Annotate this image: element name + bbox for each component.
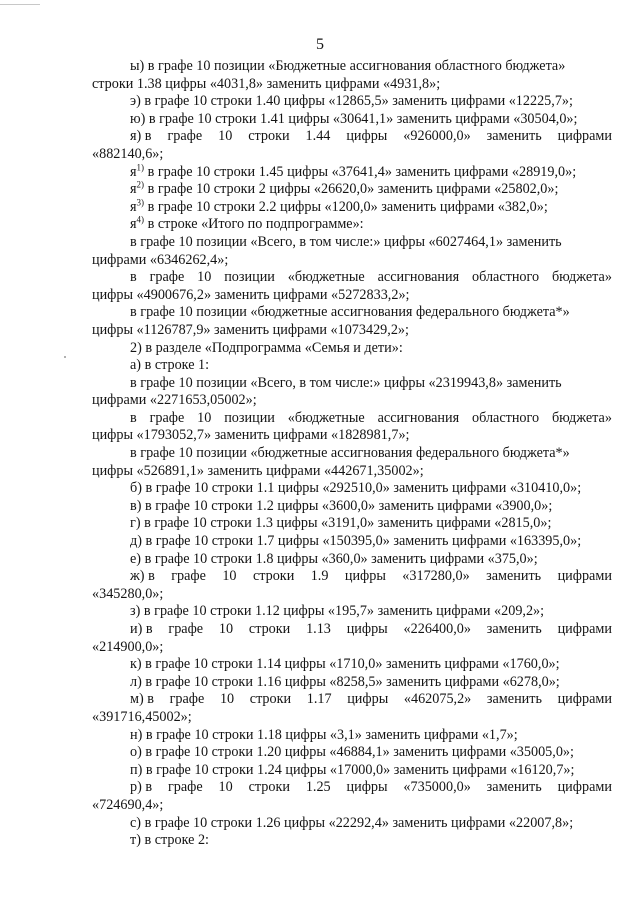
item-letter: я <box>130 181 137 198</box>
document-line: «345280,0»; <box>92 585 164 602</box>
word: «735000,0» <box>403 779 471 796</box>
document-line: «391716,45002»; <box>92 708 192 725</box>
word: ассигнования <box>377 409 460 426</box>
document-line: ы) в графе 10 позиции «Бюджетные ассигнования областного бюджета» <box>130 58 566 74</box>
document-line: б) в графе 10 строки 1.1 цифры «292510,0» заменить цифрами «310410,0»; <box>130 480 582 497</box>
word: цифрами <box>557 621 612 637</box>
word: областного <box>471 269 540 286</box>
corner-scan-mark <box>0 4 40 5</box>
item-superscript: 2) <box>136 179 145 190</box>
word: цифрами <box>557 568 612 585</box>
document-line: цифры «1793052,7» заменить цифрами «1828981,7»; <box>92 427 410 444</box>
word: бюджета» <box>551 409 612 426</box>
word: цифрами <box>557 779 612 796</box>
word: 1.25 <box>305 779 331 796</box>
word: позиции <box>224 409 275 426</box>
word: цифрами <box>557 128 612 145</box>
word: графе <box>167 779 203 796</box>
word: позиции <box>224 269 275 286</box>
word: 10 <box>218 779 233 796</box>
document-line: в графе 10 позиции «Всего, в том числе:» цифры «6027464,1» заменить <box>130 233 562 250</box>
document-line: г) в графе 10 строки 1.3 цифры «3191,0» заменить цифрами «2815,0»; <box>130 515 552 532</box>
word: ж) в <box>130 568 155 585</box>
document-line: «724690,4»; <box>92 796 164 813</box>
word: графе <box>167 128 203 145</box>
line-text: в графе 10 строки 2.2 цифры «1200,0» заменить цифрами «382,0»; <box>144 198 548 215</box>
word: цифры <box>346 128 388 145</box>
word: заменить <box>486 128 542 145</box>
word: в <box>130 409 137 426</box>
document-line: цифрами «6346262,4»; <box>92 251 229 268</box>
document-body <box>92 58 612 850</box>
document-line: цифрами «2271653,05002»; <box>92 392 257 409</box>
document-line: т) в строке 2: <box>130 832 209 849</box>
item-superscript: 3) <box>136 197 145 208</box>
word: 10 <box>218 621 234 637</box>
word: строки <box>248 128 290 145</box>
line-text: в графе 10 строки 1.45 цифры «37641,4» заменить цифрами «28919,0»; <box>144 163 577 180</box>
word: 1.44 <box>305 128 331 145</box>
word: графе <box>168 621 204 637</box>
word: заменить <box>486 691 542 708</box>
word: «бюджетные <box>287 269 365 286</box>
word: р) в <box>130 779 153 796</box>
document-line: н) в графе 10 строки 1.18 цифры «3,1» заменить цифрами «1,7»; <box>130 726 518 743</box>
document-line: л) в графе 10 строки 1.16 цифры «8258,5» заменить цифрами «6278,0»; <box>130 673 560 690</box>
document-line <box>92 199 612 217</box>
document-line: е) в графе 10 строки 1.8 цифры «360,0» заменить цифрами «375,0»; <box>130 550 538 567</box>
document-line: в графе 10 позиции «бюджетные ассигнования федерального бюджета*» <box>130 304 570 321</box>
word: 10 <box>197 409 212 426</box>
word: я) в <box>130 128 152 145</box>
word: цифры <box>346 779 388 796</box>
word: в <box>130 269 137 286</box>
word: ассигнования <box>377 269 460 286</box>
word: бюджета» <box>551 269 612 286</box>
word: цифры <box>346 621 388 637</box>
item-letter: я <box>130 198 137 215</box>
document-line: д) в графе 10 строки 1.7 цифры «150395,0» заменить цифрами «163395,0»; <box>130 533 582 550</box>
document-line <box>92 216 612 234</box>
document-line <box>92 181 612 199</box>
document-line <box>92 691 612 709</box>
document-line: в графе 10 позиции «бюджетные ассигнования федерального бюджета*» <box>130 445 570 462</box>
word: графе <box>171 568 206 585</box>
document-line <box>92 410 612 428</box>
word: областного <box>471 409 540 426</box>
item-letter: я <box>130 163 137 180</box>
item-letter: я <box>130 216 137 233</box>
word: цифры <box>347 691 389 708</box>
word: графе <box>149 269 185 286</box>
word: и) в <box>130 621 153 637</box>
word: строки <box>252 568 295 585</box>
scan-speck <box>64 356 66 358</box>
document-line: с) в графе 10 строки 1.26 цифры «22292,4» заменить цифрами «22007,8»; <box>130 814 574 831</box>
word: графе <box>169 691 205 708</box>
word: 10 <box>197 269 212 286</box>
word: м) в <box>130 691 154 708</box>
document-line: з) в графе 10 строки 1.12 цифры «195,7» заменить цифрами «209,2»; <box>130 603 545 620</box>
word: 10 <box>218 128 233 145</box>
word: строки <box>248 621 291 637</box>
document-line <box>92 161 612 182</box>
document-line <box>92 568 612 586</box>
document-line <box>92 128 612 146</box>
document-line <box>92 779 612 797</box>
document-line: ю) в графе 10 строки 1.41 цифры «30641,1» заменить цифрами «30504,0»; <box>130 110 578 127</box>
document-line <box>92 269 612 287</box>
word: 1.17 <box>306 691 332 708</box>
document-line: к) в графе 10 строки 1.14 цифры «1710,0» заменить цифрами «1760,0»; <box>130 656 560 673</box>
document-line: а) в строке 1: <box>130 357 210 374</box>
word: строки <box>248 779 290 796</box>
word: «317280,0» <box>402 568 470 585</box>
page-number: 5 <box>316 36 324 53</box>
word: «462075,2» <box>403 691 472 708</box>
word: заменить <box>486 779 542 796</box>
line-text: в графе 10 строки 2 цифры «26620,0» заменить цифрами «25802,0»; <box>144 181 559 198</box>
word: 10 <box>222 568 237 585</box>
word: графе <box>149 409 185 426</box>
line-text: в строке «Итого по подпрограмме»: <box>144 216 364 233</box>
document-line <box>92 621 612 639</box>
document-line: цифры «1126787,9» заменить цифрами «1073429,2»; <box>92 321 409 338</box>
word: заменить <box>486 568 542 585</box>
document-line: в) в графе 10 строки 1.2 цифры «3600,0» заменить цифрами «3900,0»; <box>130 497 553 514</box>
word: цифрами <box>557 691 612 708</box>
document-line: «882140,6»; <box>92 145 164 162</box>
word: заменить <box>486 621 542 637</box>
document-line: э) в графе 10 строки 1.40 цифры «12865,5» заменить цифрами «12225,7»; <box>130 93 573 110</box>
document-line: п) в графе 10 строки 1.24 цифры «17000,0» заменить цифрами «16120,7»; <box>130 761 575 778</box>
item-superscript: 4) <box>136 214 145 225</box>
word: строки <box>249 691 292 708</box>
word: «бюджетные <box>287 409 365 426</box>
word: цифры <box>344 568 386 585</box>
document-line: цифры «526891,1» заменить цифрами «442671,35002»; <box>92 462 424 479</box>
document-line: 2) в разделе «Подпрограмма «Семья и дети»: <box>130 339 403 356</box>
word: 1.9 <box>310 568 329 585</box>
word: 1.13 <box>306 621 331 637</box>
word: «926000,0» <box>403 128 471 145</box>
document-line: строки 1.38 цифры «4031,8» заменить цифрами «4931,8»; <box>92 75 441 92</box>
document-line: в графе 10 позиции «Всего, в том числе:» цифры «2319943,8» заменить <box>130 374 562 391</box>
word: «226400,0» <box>403 621 471 637</box>
document-line: «214900,0»; <box>92 638 164 655</box>
document-line: цифры «4900676,2» заменить цифрами «5272833,2»; <box>92 286 410 303</box>
document-line: о) в графе 10 строки 1.20 цифры «46884,1» заменить цифрами «35005,0»; <box>130 744 574 761</box>
word: 10 <box>219 691 235 708</box>
item-superscript: 1) <box>136 161 145 172</box>
